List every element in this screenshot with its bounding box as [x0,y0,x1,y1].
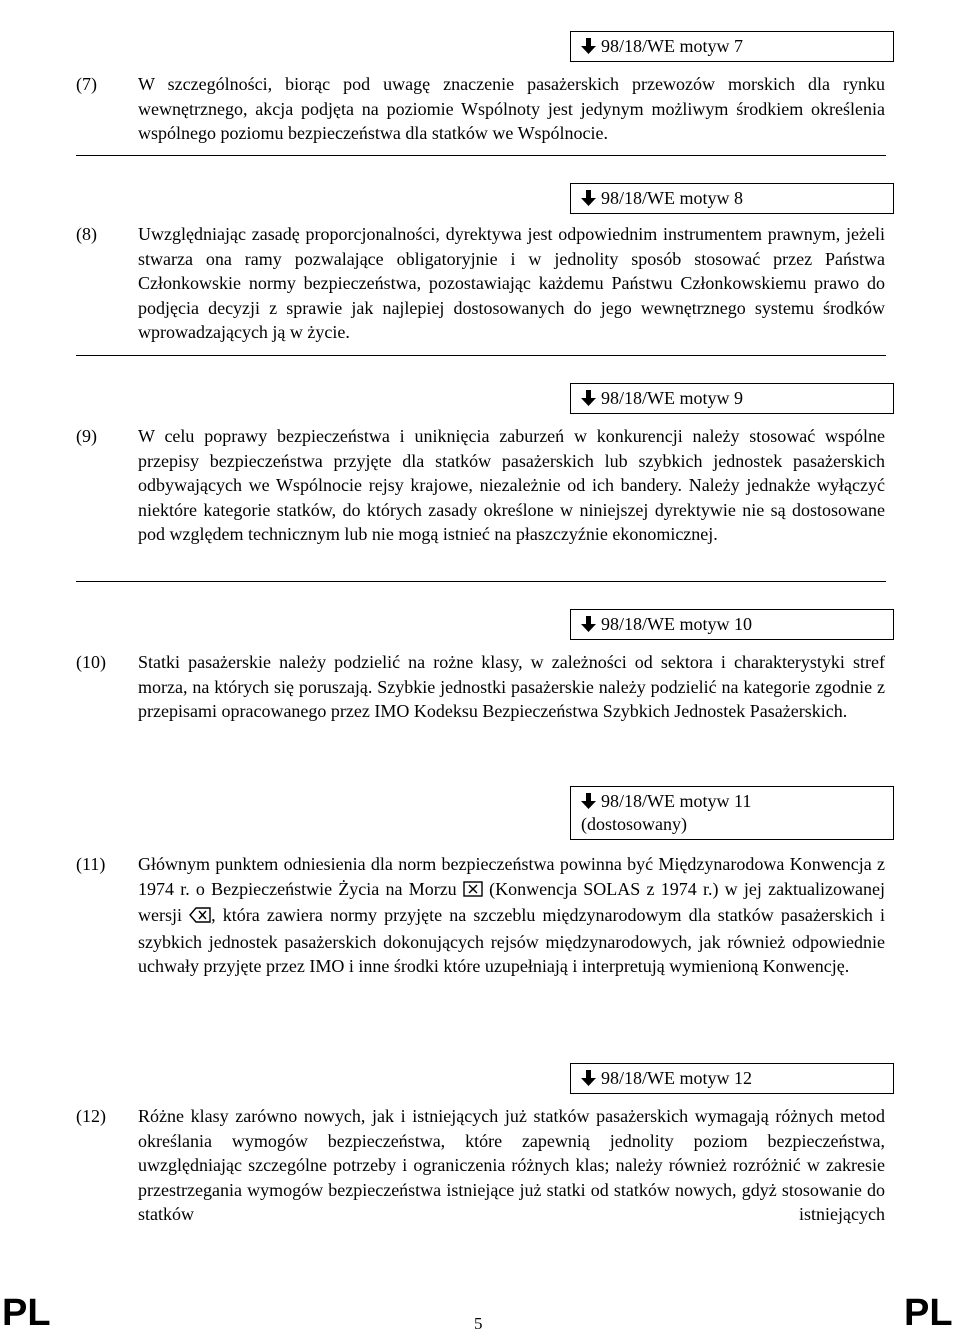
insert-end-icon [189,905,211,930]
recital-number-11: (11) [76,854,106,874]
footer-language-left: PL [2,1292,51,1334]
recital-text-part-a: Głównym punktem odniesienia dla norm bezpieczeństwa powinna być Międzynarodowa Konwencja z 1974 r. o Bezpieczeństwie Życia na Morzu [138,854,885,899]
reference-label: 98/18/WE motyw 8 [601,188,743,208]
recital-text-10: Statki pasażerskie należy podzielić na rożne klasy, w zależności od sektora i charakterystyki stref morza, na których się poruszają. Szybkie jednostki pasażerskie należy podzielić na kategorie zgodnie z przepisami opracowanego przez IMO Kodeksu Bezpieczeństwa Szybkich Jednostek Pasażerskich. [138,652,885,721]
recital-text-part-c: , która zawiera normy przyjęte na szczeblu międzynarodowym dla statków pasażerskich i szybkich jednostek pasażerskich dokonujących rejsów międzynarodowych, jak również odpowiednie uchwały przyjęte przez IMO i inne środki które uzupełniają i interpretują wymienioną Konwencję. [138,905,886,976]
reference-label: 98/18/WE motyw 10 [601,614,752,634]
divider-rule [76,355,886,356]
reference-label: 98/18/WE motyw 7 [601,36,743,56]
reference-box-8 [570,183,894,214]
down-arrow-icon [581,187,601,210]
down-arrow-icon [581,1067,601,1090]
insert-start-icon [463,879,483,904]
reference-label: 98/18/WE motyw 9 [601,388,743,408]
page-number: 5 [474,1314,483,1333]
reference-box-10 [570,609,894,640]
recital-text-11 [138,852,885,979]
down-arrow-icon [581,790,601,813]
divider-rule [76,581,886,582]
recital-number-10: (10) [76,652,106,672]
recital-number-8: (8) [76,224,97,244]
down-arrow-icon [581,35,601,58]
reference-box-7 [570,31,894,62]
divider-rule [76,155,886,156]
reference-label-line2: (dostosowany) [581,814,687,834]
recital-number-12: (12) [76,1106,106,1126]
down-arrow-icon [581,613,601,636]
reference-box-12 [570,1063,894,1094]
reference-label: 98/18/WE motyw 12 [601,1068,752,1088]
reference-box-9 [570,383,894,414]
recital-number-9: (9) [76,426,97,446]
reference-box-11 [570,786,894,840]
recital-text-7: W szczególności, biorąc pod uwagę znaczenie pasażerskich przewozów morskich dla rynku wewnętrznego, akcja podjęta na poziomie Wspólnoty jest jedynym możliwym środkiem określenia wspólnego poziomu bezpieczeństwa dla statków we Wspólnocie. [138,74,885,143]
recital-text-8: Uwzględniając zasadę proporcjonalności, dyrektywa jest odpowiednim instrumentem prawnym, jeżeli stwarza ona ramy pozwalające obligatoryjnie i w jednolity sposób stosować przez Państwa Członkowskie normy bezpieczeństwa, pozostawiając każdemu Państwu Członkowskiemu prawo do podjęcia decyzji z sprawie jak najlepiej dostosowanych do jego wewnętrznego systemu środków wprowadzających ją w życie. [138,224,885,342]
recital-number-7: (7) [76,74,97,94]
footer-language-right: PL [904,1292,953,1334]
down-arrow-icon [581,387,601,410]
reference-label: 98/18/WE motyw 11 [601,791,752,811]
recital-text-9: W celu poprawy bezpieczeństwa i uniknięcia zaburzeń w konkurencji należy stosować wspólne przepisy bezpieczeństwa przyjęte dla statków pasażerskich lub szybkich jednostek pasażerskich odbywających we Wspólnocie rejsy krajowe, niezależnie od ich bandery. Należy jednakże wyłączyć niektóre kategorie statków, do których zasady określone w niniejszej dyrektywie nie są dostosowane pod względem technicznym lub nie mogą istnieć na płaszczyźnie ekonomicznej. [138,426,885,544]
recital-text-12: Różne klasy zarówno nowych, jak i istniejących już statków pasażerskich wymagają różnych metod określania wymogów bezpieczeństwa, które zapewnią jednolity poziom bezpieczeństwa, uwzględniając szczególne potrzeby i ograniczenia różnych klas; należy również rozróżnić w zakresie przestrzegania wymogów bezpieczeństwa istniejące już statki od statków nowych, gdyż stosowanie do statków istniejących [138,1106,885,1224]
recital-text-part-b: (Konwencja SOLAS z 1974 r.) w jej zaktualizowanej wersji [138,878,886,925]
